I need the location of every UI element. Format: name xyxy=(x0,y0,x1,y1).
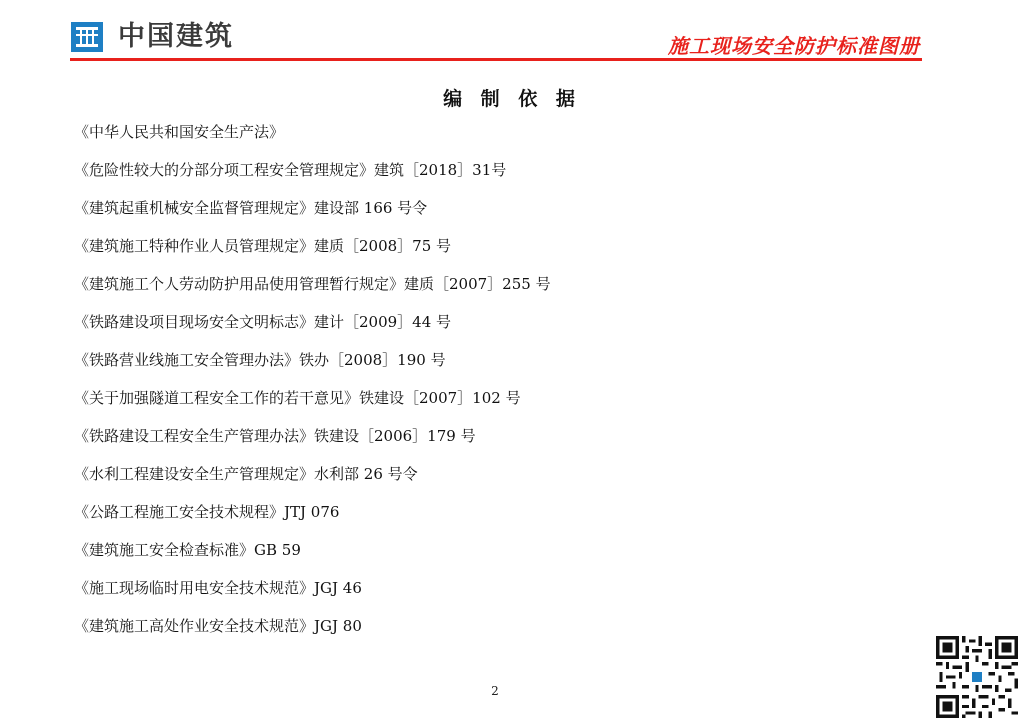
page-header xyxy=(0,0,1024,62)
reference-item: 《建筑施工高处作业安全技术规范》JGJ 80 xyxy=(74,617,362,635)
reference-item: 《铁路建设工程安全生产管理办法》铁建设［2006］179 号 xyxy=(74,427,476,445)
cscec-logo-icon xyxy=(71,22,103,52)
reference-item: 《关于加强隧道工程安全工作的若干意见》铁建设［2007］102 号 xyxy=(74,389,521,407)
reference-item: 《中华人民共和国安全生产法》 xyxy=(74,123,285,141)
document-title: 施工现场安全防护标准图册 xyxy=(668,34,920,58)
page-number: 2 xyxy=(491,684,499,698)
reference-item: 《建筑施工个人劳动防护用品使用管理暂行规定》建质［2007］255 号 xyxy=(74,275,551,293)
section-heading: 编 制 依 据 xyxy=(443,88,581,110)
reference-item: 《公路工程施工安全技术规程》JTJ 076 xyxy=(74,503,340,521)
reference-item: 《危险性较大的分部分项工程安全管理规定》建筑［2018］31号 xyxy=(74,161,507,179)
reference-item: 《建筑施工安全检查标准》GB 59 xyxy=(74,541,301,559)
reference-list xyxy=(74,121,551,653)
reference-item: 《铁路营业线施工安全管理办法》铁办［2008］190 号 xyxy=(74,351,446,369)
qr-code-icon xyxy=(936,636,1018,718)
header-divider xyxy=(70,58,922,61)
reference-item: 《铁路建设项目现场安全文明标志》建计［2009］44 号 xyxy=(74,313,452,331)
reference-item: 《施工现场临时用电安全技术规范》JGJ 46 xyxy=(74,579,362,597)
reference-item: 《建筑起重机械安全监督管理规定》建设部 166 号令 xyxy=(74,199,428,217)
reference-item: 《建筑施工特种作业人员管理规定》建质［2008］75 号 xyxy=(74,237,452,255)
reference-item: 《水利工程建设安全生产管理规定》水利部 26 号令 xyxy=(74,465,418,483)
logo-text: 中国建筑 xyxy=(118,21,234,52)
